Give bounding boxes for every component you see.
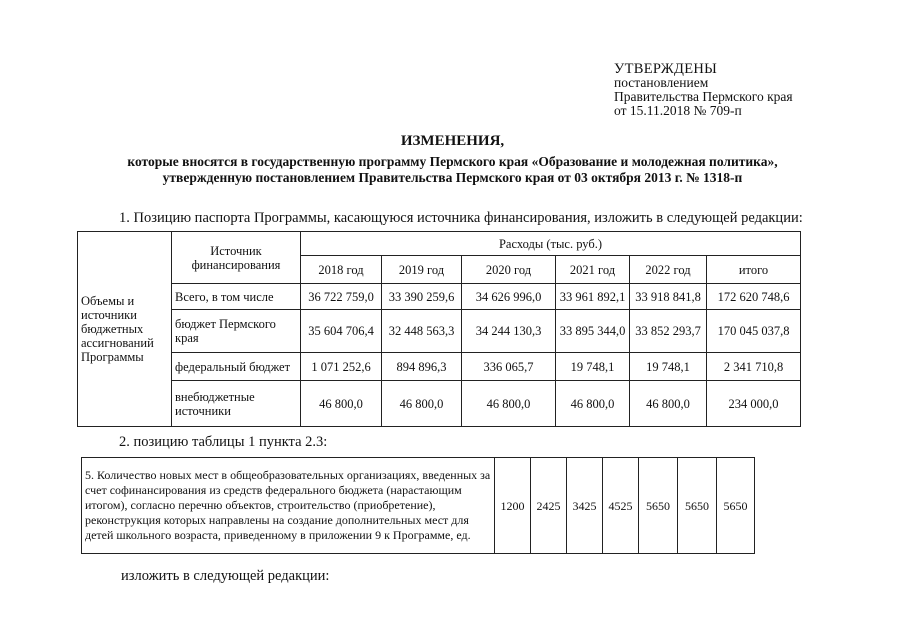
cell-value: 36 722 759,0 [301,284,382,310]
source-header: Источник финансирования [191,243,281,272]
total-header: итого [707,256,801,284]
indicator-value: 5650 [678,458,717,554]
cell-value: 33 390 259,6 [382,284,462,310]
indicator-value: 4525 [603,458,639,554]
document-subtitle [0,154,905,186]
cell-value: 33 852 293,7 [630,310,707,353]
financing-table [77,231,801,427]
approval-line-2: Правительства Пермского края [614,89,793,104]
approval-line-3: от 15.11.2018 № 709-п [614,103,742,118]
row-header-cell [78,232,172,427]
indicator-table [81,457,755,554]
cell-value: 19 748,1 [556,353,630,381]
cell-value: 46 800,0 [630,381,707,427]
cell-value: 46 800,0 [301,381,382,427]
cell-value: 170 045 037,8 [707,310,801,353]
paragraph-2: 2. позицию таблицы 1 пункта 2.3: [119,434,328,450]
source-header-cell [172,232,301,284]
indicator-value: 3425 [567,458,603,554]
year-header: 2020 год [462,256,556,284]
cell-value: 46 800,0 [556,381,630,427]
cell-value: 33 918 841,8 [630,284,707,310]
cell-value: 34 244 130,3 [462,310,556,353]
year-header: 2022 год [630,256,707,284]
approval-title: УТВЕРЖДЕНЫ [614,61,718,77]
table-row [82,458,755,554]
cell-value: 34 626 996,0 [462,284,556,310]
expenses-header-cell [301,232,801,256]
year-header: 2021 год [556,256,630,284]
subtitle-line-2: утвержденную постановлением Правительства Пермского края от 03 октября 2013 г. № 1318-п [162,170,743,185]
indicator-description: 5. Количество новых мест в общеобразовательных организациях, введенных за счет софинансирования из средств федерального бюджета (нарастающим итогом), согласно перечню объектов, строительство (приобретение), реконструкция которых направлены на создание дополнительных мест для детей школьного возраста, приведенному в приложении 9 к Программе, ед. [82,458,495,554]
cell-value: 33 961 892,1 [556,284,630,310]
table-row [78,381,801,427]
document-title: ИЗМЕНЕНИЯ, [400,133,505,149]
cell-value: 32 448 563,3 [382,310,462,353]
subtitle-line-1: которые вносятся в государственную программу Пермского края «Образование и молодежная политика», [127,154,778,169]
cell-value: 2 341 710,8 [707,353,801,381]
cell-value: 19 748,1 [630,353,707,381]
approval-line-1: постановлением [614,75,709,90]
cell-value: 172 620 748,6 [707,284,801,310]
cell-value: 1 071 252,6 [301,353,382,381]
approval-block [614,62,793,118]
row-label: Всего, в том числе [172,284,301,310]
table-row [78,284,801,310]
cell-value: 46 800,0 [462,381,556,427]
row-label: внебюджетные источники [172,381,301,427]
cell-value: 46 800,0 [382,381,462,427]
row-label: бюджет Пермского края [172,310,301,353]
row-label: федеральный бюджет [172,353,301,381]
indicator-value: 5650 [639,458,678,554]
paragraph-1: 1. Позицию паспорта Программы, касающуюся источника финансирования, изложить в следующей редакции: [119,210,803,226]
cell-value: 234 000,0 [707,381,801,427]
year-header: 2018 год [301,256,382,284]
row-header: Объемы и источники бюджетных ассигнований Программы [81,294,154,364]
year-header: 2019 год [382,256,462,284]
cell-value: 336 065,7 [462,353,556,381]
indicator-value: 2425 [531,458,567,554]
indicator-value: 5650 [717,458,755,554]
cell-value: 35 604 706,4 [301,310,382,353]
table-row [78,310,801,353]
cell-value: 894 896,3 [382,353,462,381]
indicator-value: 1200 [495,458,531,554]
paragraph-3: изложить в следующей редакции: [121,568,330,584]
table-row [78,353,801,381]
expenses-header: Расходы (тыс. руб.) [498,236,603,251]
cell-value: 33 895 344,0 [556,310,630,353]
